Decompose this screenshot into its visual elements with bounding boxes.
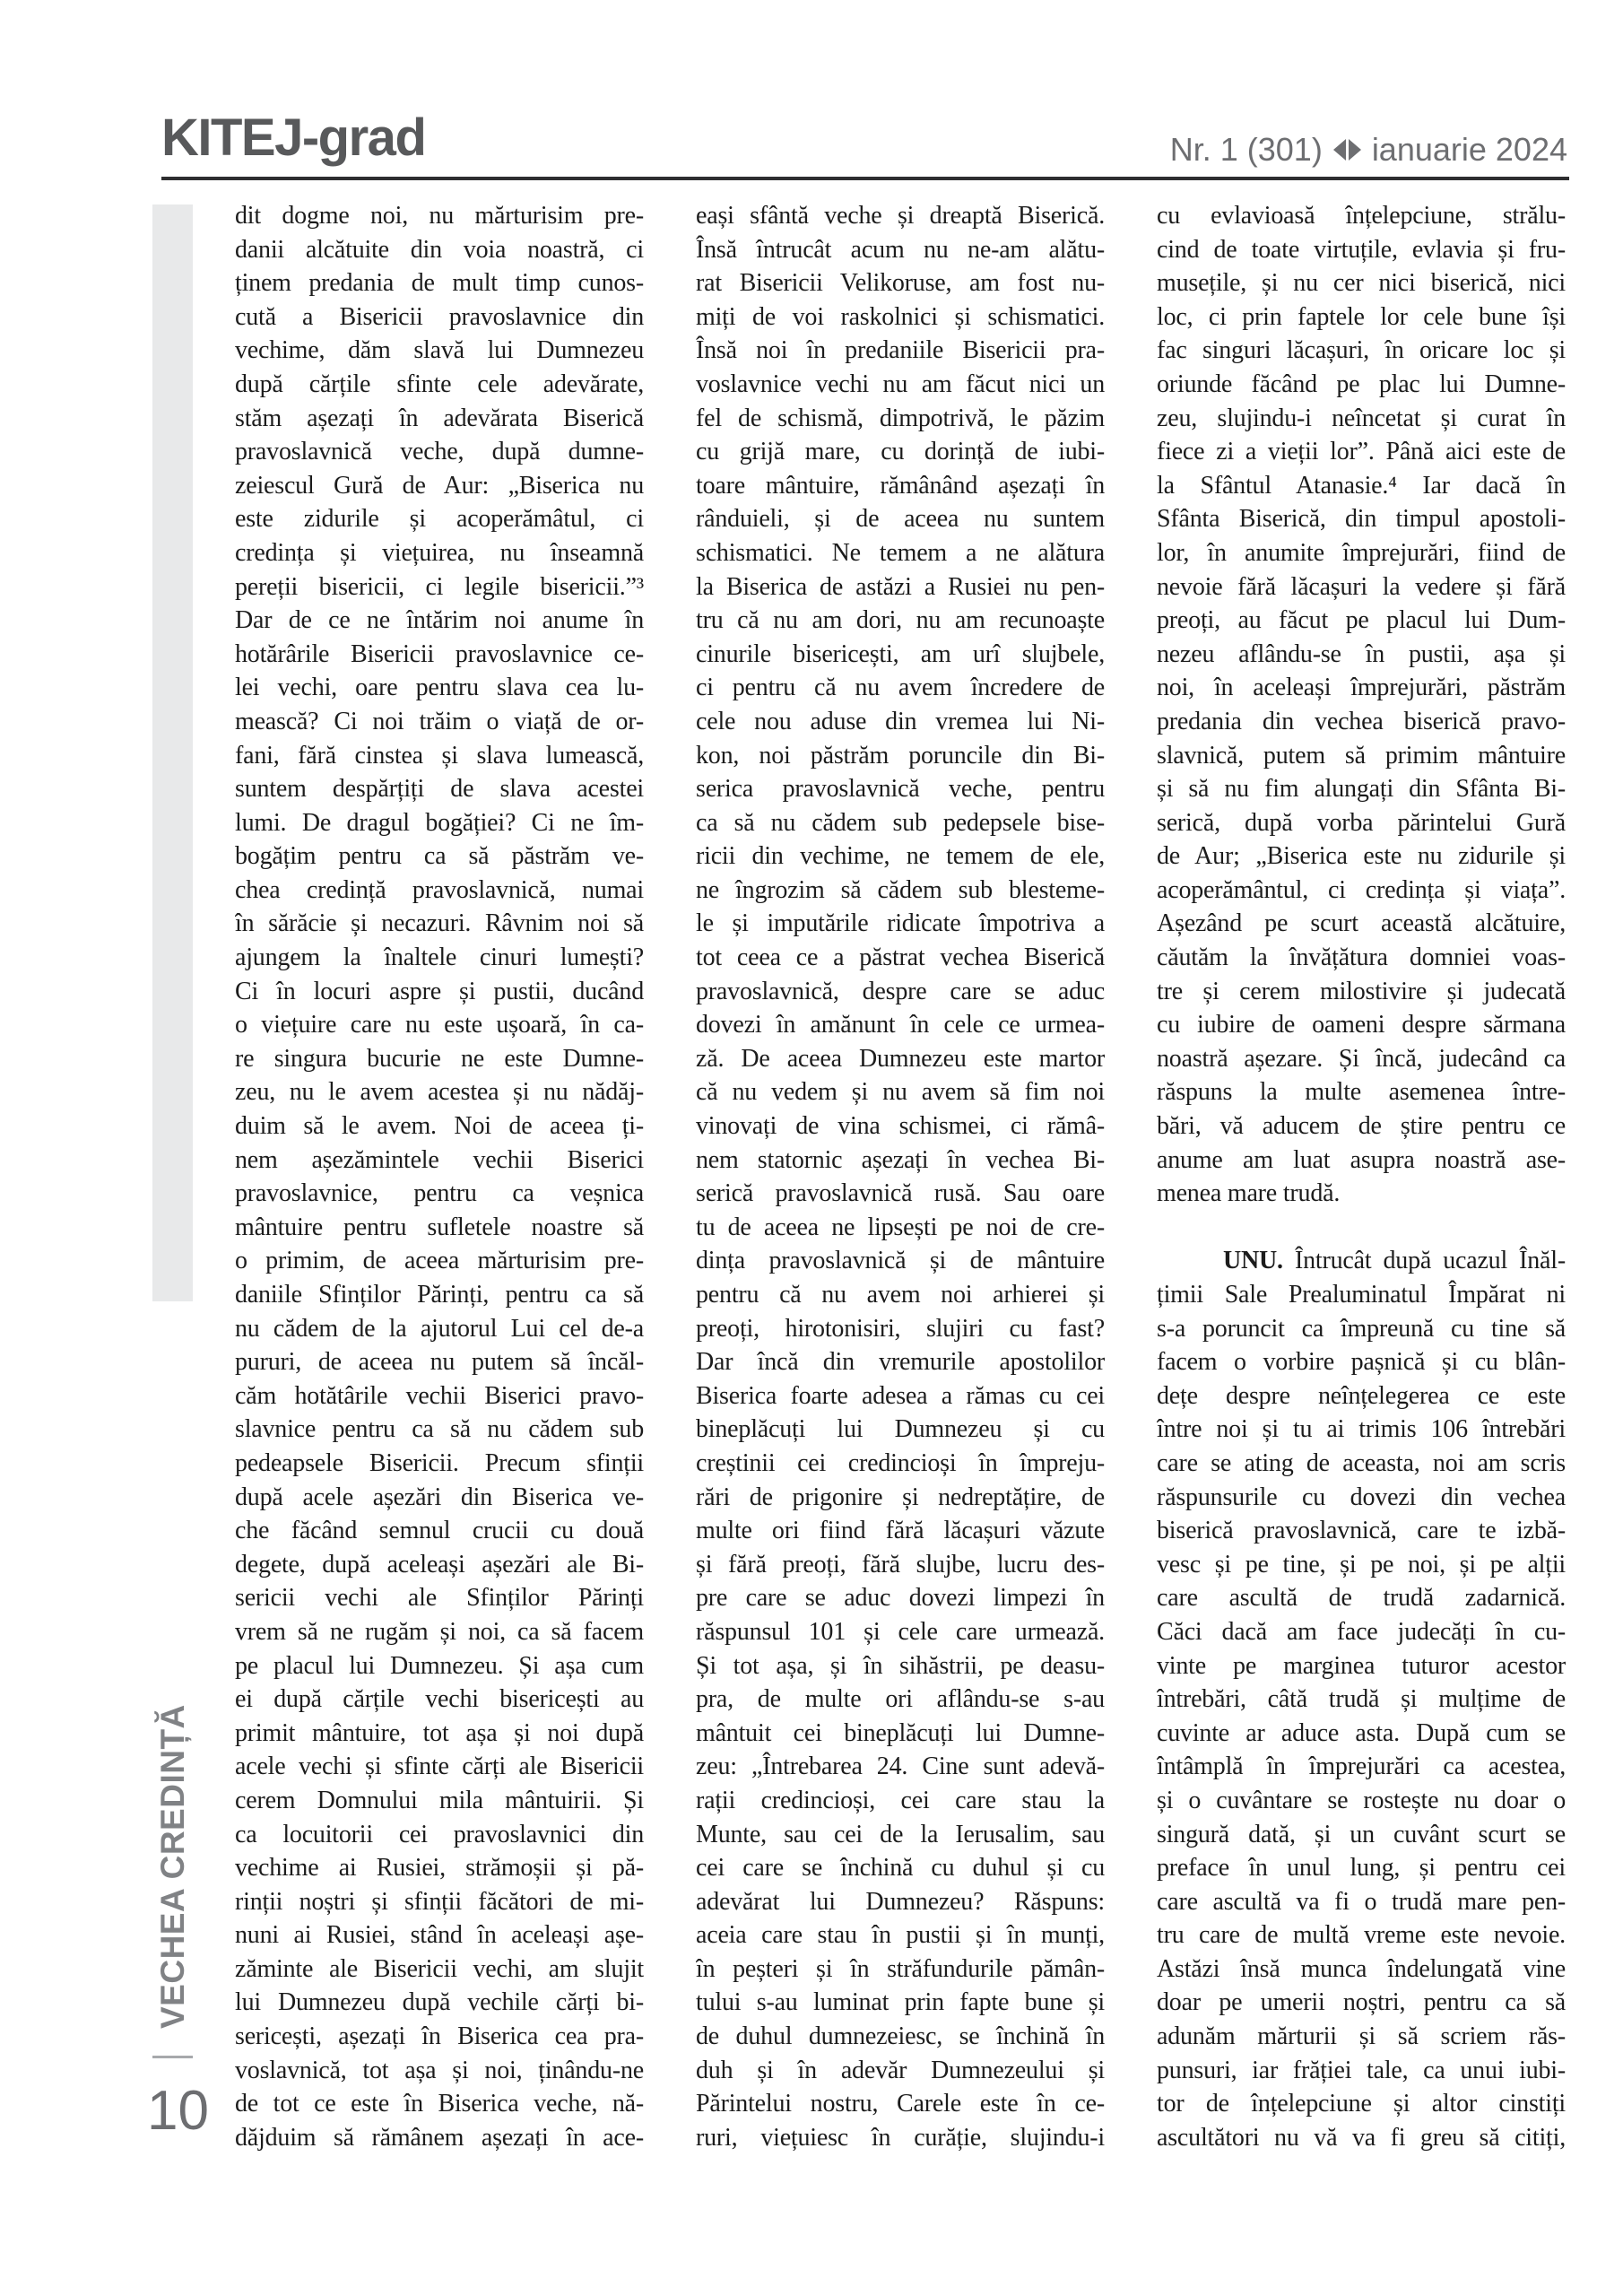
- text-line: pra, de multe ori aflându-se s-au: [696, 1685, 1105, 1714]
- text-line: le și imputările ridicate împotriva a: [696, 909, 1105, 938]
- text-line: la Biserica de astăzi a Rusiei nu pen-: [696, 572, 1105, 601]
- margin-decoration-bar: [152, 204, 193, 1301]
- issue-number: Nr. 1 (301): [1169, 131, 1323, 168]
- text-line: pre care se aduc dovezi limpezi în: [696, 1584, 1105, 1613]
- text-line: nezeu aflându-se în pustii, așa și: [1157, 639, 1566, 668]
- text-line: și o cuvântare se rostește nu doar o: [1157, 1786, 1566, 1814]
- text-line: tu de aceea ne lipsești pe noi de cre-: [696, 1213, 1105, 1241]
- text-line: lui Dumnezeu după vechile cărți bi-: [235, 1988, 644, 2017]
- text-line: că nu vedem și nu avem să fim noi: [696, 1078, 1105, 1107]
- text-line: Căci dacă am face judecăți în cu-: [1157, 1617, 1566, 1646]
- text-line: nevoie fără lăcașuri la vedere și fără: [1157, 572, 1566, 601]
- text-line: vinovați de vina schismei, ci rămâ-: [696, 1112, 1105, 1141]
- text-line: nuni ai Rusiei, stând în aceleași așe-: [235, 1921, 644, 1950]
- text-line: mântuit cei bineplăcuți lui Dumne-: [696, 1718, 1105, 1747]
- text-line: duim să le avem. Noi de aceea ți-: [235, 1112, 644, 1141]
- text-line: suntem despărțiți de slava acestei: [235, 775, 644, 804]
- text-line: tru că nu am dori, nu am recunoaște: [696, 606, 1105, 635]
- text-line: lor, în anumite împrejurări, fiind de: [1157, 538, 1566, 567]
- text-line: cele nou aduse din vremea lui Ni-: [696, 707, 1105, 735]
- text-line: în sărăcie și necazuri. Râvnim noi să: [235, 909, 644, 938]
- text-line: pravoslavnică, despre care se aduc: [696, 977, 1105, 1005]
- text-line: pravoslavnice, pentru ca veșnica: [235, 1179, 644, 1208]
- text-line: rinții noștri și sfinții făcători de mi-: [235, 1887, 644, 1916]
- text-line: singură dată, și un cuvânt scurt se: [1157, 1820, 1566, 1848]
- text-line: acoperământul, ci credința și viața”.: [1157, 875, 1566, 904]
- text-line: s-a poruncit ca împreună cu tine să: [1157, 1314, 1566, 1343]
- text-line: che făcând semnul crucii cu două: [235, 1517, 644, 1545]
- text-line: credința și viețuirea, nu înseamnă: [235, 538, 644, 567]
- text-line: de duhul dumnezeiesc, se închină în: [696, 2022, 1105, 2051]
- text-line: serica pravoslavnică veche, pentru: [696, 775, 1105, 804]
- text-line: tului s-au luminat prin fapte bune și: [696, 1988, 1105, 2017]
- text-line: Dar de ce ne întărim noi anume în: [235, 606, 644, 635]
- text-line: Ci în locuri aspre și pustii, ducând: [235, 977, 644, 1005]
- text-line: daniile Sfinților Părinți, pentru ca să: [235, 1281, 644, 1309]
- text-line: la Sfântul Atanasie.⁴ Iar dacă în: [1157, 471, 1566, 500]
- text-line: oriunde făcând pe plac lui Dumne-: [1157, 370, 1566, 398]
- text-line: Biserica foarte adesea a rămas cu cei: [696, 1381, 1105, 1410]
- text-line: cu grijă mare, cu dorință de iubi-: [696, 438, 1105, 466]
- text-line: dăjduim să rămânem așezați în ace-: [235, 2123, 644, 2152]
- text-line: UNU. Întrucât după ucazul Înăl-: [1223, 1247, 1566, 1275]
- text-line: noi, în aceleași împrejurări, păstrăm: [1157, 674, 1566, 702]
- text-line: stăm așezați în adevărata Biserică: [235, 404, 644, 432]
- text-line: tot ceea ce a păstrat vechea Biserică: [696, 944, 1105, 972]
- text-column-2: [696, 199, 1105, 2154]
- text-line: căm hotătârile vechii Biserici pravo-: [235, 1381, 644, 1410]
- text-line: cută a Bisericii pravoslavnice din: [235, 302, 644, 331]
- text-line: pedeapsele Bisericii. Precum sfinții: [235, 1448, 644, 1477]
- text-line: pereții bisericii, ci legile bisericii.”³: [235, 572, 644, 601]
- text-line: punsuri, iar frăției tale, ca unui iubi-: [1157, 2056, 1566, 2084]
- text-line: de tot ce este în Biserica veche, nă-: [235, 2090, 644, 2118]
- text-line: cu evlavioasă înțelepciune, strălu-: [1157, 202, 1566, 230]
- text-line: fiece zi a vieții lor”. Până aici este de: [1157, 438, 1566, 466]
- text-line: care ascultă va fi o trudă mare pen-: [1157, 1887, 1566, 1916]
- text-line: întâmplă în împrejurări ca acestea,: [1157, 1752, 1566, 1781]
- text-line: pentru că nu avem noi arhierei și: [696, 1281, 1105, 1309]
- text-line: serică pravoslavnică rusă. Sau oare: [696, 1179, 1105, 1208]
- text-line: nu cădem de la ajutorul Lui cel de-a: [235, 1314, 644, 1343]
- text-line: tre și cerem milostivire și judecată: [1157, 977, 1566, 1005]
- text-line: cind de toate virtuțile, evlavia și fru-: [1157, 235, 1566, 264]
- text-line: o primim, de aceea mărturisim pre-: [235, 1247, 644, 1275]
- text-line: în peșteri și în străfundurile pămân-: [696, 1954, 1105, 1983]
- text-line: hotărârile Bisericii pravoslavnice ce-: [235, 639, 644, 668]
- text-line: loc, ci prin faptele lor cele bune își: [1157, 302, 1566, 331]
- text-line: ca locuitorii cei pravoslavnici din: [235, 1820, 644, 1848]
- text-line: pravoslavnică veche, după dumne-: [235, 438, 644, 466]
- text-line: lei vechi, oare pentru slava cea lu-: [235, 674, 644, 702]
- text-line: ca să nu cădem sub pedepsele bise-: [696, 808, 1105, 837]
- text-line: acele vechi și sfinte cărți ale Bisericii: [235, 1752, 644, 1781]
- text-line: fel de schismă, dimpotrivă, le păzim: [696, 404, 1105, 432]
- text-line: menea mare trudă.: [1157, 1179, 1341, 1208]
- text-line: este zidurile și acoperămâtul, ci: [235, 505, 644, 534]
- text-line: vrem să ne rugăm și noi, ca să facem: [235, 1617, 644, 1646]
- text-line: multe ori fiind fără lăcașuri văzute: [696, 1517, 1105, 1545]
- text-line: bări, vă aducem de știre pentru ce: [1157, 1112, 1566, 1141]
- text-line: tru care de multă vreme este nevoie.: [1157, 1921, 1566, 1950]
- text-line: ruri, viețuiesc în curăție, slujindu-i: [696, 2123, 1105, 2152]
- text-line: fac singuri lăcașuri, în oricare loc și: [1157, 336, 1566, 365]
- text-line: după cărțile sfinte cele adevărate,: [235, 370, 644, 398]
- text-line: creștinii cei credincioși în împreju-: [696, 1448, 1105, 1477]
- text-line: predania din vechea biserică pravo-: [1157, 707, 1566, 735]
- text-line: și fără preoți, fără slujbe, lucru des-: [696, 1550, 1105, 1578]
- text-line: re singura bucurie ne este Dumne-: [235, 1044, 644, 1073]
- text-line: anume am luat asupra noastră ase-: [1157, 1145, 1566, 1174]
- blank-line: [1157, 1211, 1566, 1245]
- text-line: sericii vechi ale Sfinților Părinți: [235, 1584, 644, 1613]
- text-line: răspunsul 101 și cele care urmează.: [696, 1617, 1105, 1646]
- text-line: mească? Ci noi trăim o viață de or-: [235, 707, 644, 735]
- text-line: rări de prigonire și nedreptățire, de: [696, 1483, 1105, 1511]
- text-line: cerem Domnului mila mântuirii. Și: [235, 1786, 644, 1814]
- text-line: aceia care stau în pustii și în munți,: [696, 1921, 1105, 1950]
- text-line: eași sfântă veche și dreaptă Biserică.: [696, 202, 1105, 230]
- text-line: mântuire pentru sufletele noastre să: [235, 1213, 644, 1241]
- left-triangle-icon: [1333, 139, 1346, 161]
- text-line: de Aur; „Biserica este nu zidurile și: [1157, 842, 1566, 871]
- text-line: pe placul lui Dumnezeu. Și așa cum: [235, 1651, 644, 1680]
- text-line: slavnică, putem să primim mântuire: [1157, 741, 1566, 770]
- section-label-separator: [152, 2056, 193, 2058]
- text-line: danii alcătuite din voia noastră, ci: [235, 235, 644, 264]
- text-line: sericești, așezați în Biserica cea pra-: [235, 2022, 644, 2051]
- header-rule: [161, 177, 1569, 180]
- text-line: cuvinte ar aduce asta. După cum se: [1157, 1718, 1566, 1747]
- text-line: vechime, dăm slavă lui Dumnezeu: [235, 336, 644, 365]
- issue-date: ianuarie 2024: [1371, 131, 1567, 168]
- text-line: fani, fără cinstea și slava lumească,: [235, 741, 644, 770]
- text-line: o viețuire care nu este ușoară, în ca-: [235, 1011, 644, 1039]
- text-line: răspuns la multe asemenea între-: [1157, 1078, 1566, 1107]
- text-line: zăminte ale Bisericii vechi, am slujit: [235, 1954, 644, 1983]
- text-line: țimii Sale Prealuminatul Împărat ni: [1157, 1281, 1566, 1309]
- text-line: întrebări, câtă trudă și mulțime de: [1157, 1685, 1566, 1714]
- text-line: ținem predania de mult timp cunos-: [235, 269, 644, 298]
- text-line: vinte pe marginea tuturor acestor: [1157, 1651, 1566, 1680]
- text-line: rat Bisericii Velikoruse, am fost nu-: [696, 269, 1105, 298]
- text-line: rații credincioși, cei care stau la: [696, 1786, 1105, 1814]
- text-line: vesc și pe tine, și pe noi, și pe alții: [1157, 1550, 1566, 1578]
- text-line: tor de înțelepciune și altor cinstiți: [1157, 2090, 1566, 2118]
- text-line: cu iubire de oameni despre sărmana: [1157, 1011, 1566, 1039]
- issue-info: [1170, 131, 1567, 169]
- text-line: cinurile bisericești, am urî slujbele,: [696, 639, 1105, 668]
- text-line: Munte, sau cei de la Ierusalim, sau: [696, 1820, 1105, 1848]
- text-line: doar pe umerii noștri, pentru ca să: [1157, 1988, 1566, 2017]
- text-line: voslavnică, tot așa și noi, ținându-ne: [235, 2056, 644, 2084]
- text-line: lumi. De dragul bogăției? Ci ne îm-: [235, 808, 644, 837]
- text-line: Dar încă din vremurile apostolilor: [696, 1348, 1105, 1377]
- text-line: miți de voi raskolnici și schismatici.: [696, 302, 1105, 331]
- section-label-vertical: VECHEA CREDINȚĂ: [154, 1704, 191, 2029]
- text-line: dința pravoslavnică și de mântuire: [696, 1247, 1105, 1275]
- text-line: dovezi în amănunt în cele ce urmea-: [696, 1011, 1105, 1039]
- right-triangle-icon: [1349, 139, 1361, 161]
- text-line: kon, noi păstrăm poruncile din Bi-: [696, 741, 1105, 770]
- text-line: zeu, nu le avem acestea și nu nădăj-: [235, 1078, 644, 1107]
- text-line: Astăzi însă munca îndelungată vine: [1157, 1954, 1566, 1983]
- text-line: primit mântuire, tot așa și noi după: [235, 1718, 644, 1747]
- text-line: Însă întrucât acum nu ne-am alătu-: [696, 235, 1105, 264]
- text-line: după acele așezări din Biserica ve-: [235, 1483, 644, 1511]
- text-line: pururi, de aceea nu putem să încăl-: [235, 1348, 644, 1377]
- text-line: zeu, slujindu-i neîncetat și curat în: [1157, 404, 1566, 432]
- text-line: Sfânta Biserică, din timpul apostoli-: [1157, 505, 1566, 534]
- text-line: zeiescul Gură de Aur: „Biserica nu: [235, 471, 644, 500]
- publication-title: KITEJ-grad: [161, 109, 426, 167]
- text-line: degete, după aceleași așezări ale Bi-: [235, 1550, 644, 1578]
- text-line: rânduieli, și de aceea nu suntem: [696, 505, 1105, 534]
- text-line: căutăm la învățătura domniei voas-: [1157, 944, 1566, 972]
- text-line: Așezând pe scurt această alcătuire,: [1157, 909, 1566, 938]
- text-line: ci pentru că nu avem încredere de: [696, 674, 1105, 702]
- text-line: ne îngrozim să cădem sub blesteme-: [696, 875, 1105, 904]
- text-line: biserică pravoslavnică, care te izbă-: [1157, 1517, 1566, 1545]
- text-line: care ascultă de trudă zadarnică.: [1157, 1584, 1566, 1613]
- page-number: 10: [147, 2080, 209, 2142]
- text-line: preoți, hirotonisiri, slujiri cu fast?: [696, 1314, 1105, 1343]
- text-line: cei care se închină cu duhul și cu: [696, 1854, 1105, 1883]
- text-line: vechime ai Rusiei, strămoșii și pă-: [235, 1854, 644, 1883]
- text-line: schismatici. Ne temem a ne alătura: [696, 538, 1105, 567]
- text-line: slavnice pentru ca să nu cădem sub: [235, 1415, 644, 1444]
- text-line: toare mântuire, rămânând așezați în: [696, 471, 1105, 500]
- text-line: zeu: „Întrebarea 24. Cine sunt adevă-: [696, 1752, 1105, 1781]
- diamond-separator-icon: [1333, 139, 1361, 161]
- text-line: nem așezămintele vechii Biserici: [235, 1145, 644, 1174]
- text-column-1: [235, 199, 644, 2154]
- text-line: și să nu fim alungați din Sfânta Bi-: [1157, 775, 1566, 804]
- text-line: ei după cărțile vechi bisericești au: [235, 1685, 644, 1714]
- text-line: facem o vorbire pașnică și cu blân-: [1157, 1348, 1566, 1377]
- text-line: chea credință pravoslavnică, numai: [235, 875, 644, 904]
- text-line: care se ating de aceasta, noi am scris: [1157, 1448, 1566, 1477]
- text-line: ză. De aceea Dumnezeu este martor: [696, 1044, 1105, 1073]
- text-line: noastră așezare. Și încă, judecând ca: [1157, 1044, 1566, 1073]
- text-line: musețile, și nu cer nici biserică, nici: [1157, 269, 1566, 298]
- text-line: bogățim pentru ca să păstrăm ve-: [235, 842, 644, 871]
- text-line: răspunsurile cu dovezi din vechea: [1157, 1483, 1566, 1511]
- text-line: adunăm mărturii și să scriem răs-: [1157, 2022, 1566, 2051]
- text-line: duh și în adevăr Dumnezeului și: [696, 2056, 1105, 2084]
- text-line: dețe despre neînțelegerea ce este: [1157, 1381, 1566, 1410]
- text-line: ajungem la înaltele cinuri lumești?: [235, 944, 644, 972]
- text-line: Și tot așa, și în sihăstrii, pe deasu-: [696, 1651, 1105, 1680]
- text-line: între noi și tu ai trimis 106 întrebări: [1157, 1415, 1566, 1444]
- text-line: ricii din vechime, ne temem de ele,: [696, 842, 1105, 871]
- text-line: adevărat lui Dumnezeu? Răspuns:: [696, 1887, 1105, 1916]
- text-line: Părintelui nostru, Carele este în ce-: [696, 2090, 1105, 2118]
- text-line: preface în unul lung, și pentru cei: [1157, 1854, 1566, 1883]
- text-line: Însă noi în predaniile Bisericii pra-: [696, 336, 1105, 365]
- text-column-3: [1157, 199, 1566, 2154]
- text-line: preoți, au făcut pe placul lui Dum-: [1157, 606, 1566, 635]
- text-line: ascultători nu vă va fi greu să citiți,: [1157, 2123, 1566, 2152]
- text-line: bineplăcuți lui Dumnezeu și cu: [696, 1415, 1105, 1444]
- text-line: nem statornic așezați în vechea Bi-: [696, 1145, 1105, 1174]
- text-line: dit dogme noi, nu mărturisim pre-: [235, 202, 644, 230]
- text-line: serică, după vorba părintelui Gură: [1157, 808, 1566, 837]
- text-line: voslavnice vechi nu am făcut nici un: [696, 370, 1105, 398]
